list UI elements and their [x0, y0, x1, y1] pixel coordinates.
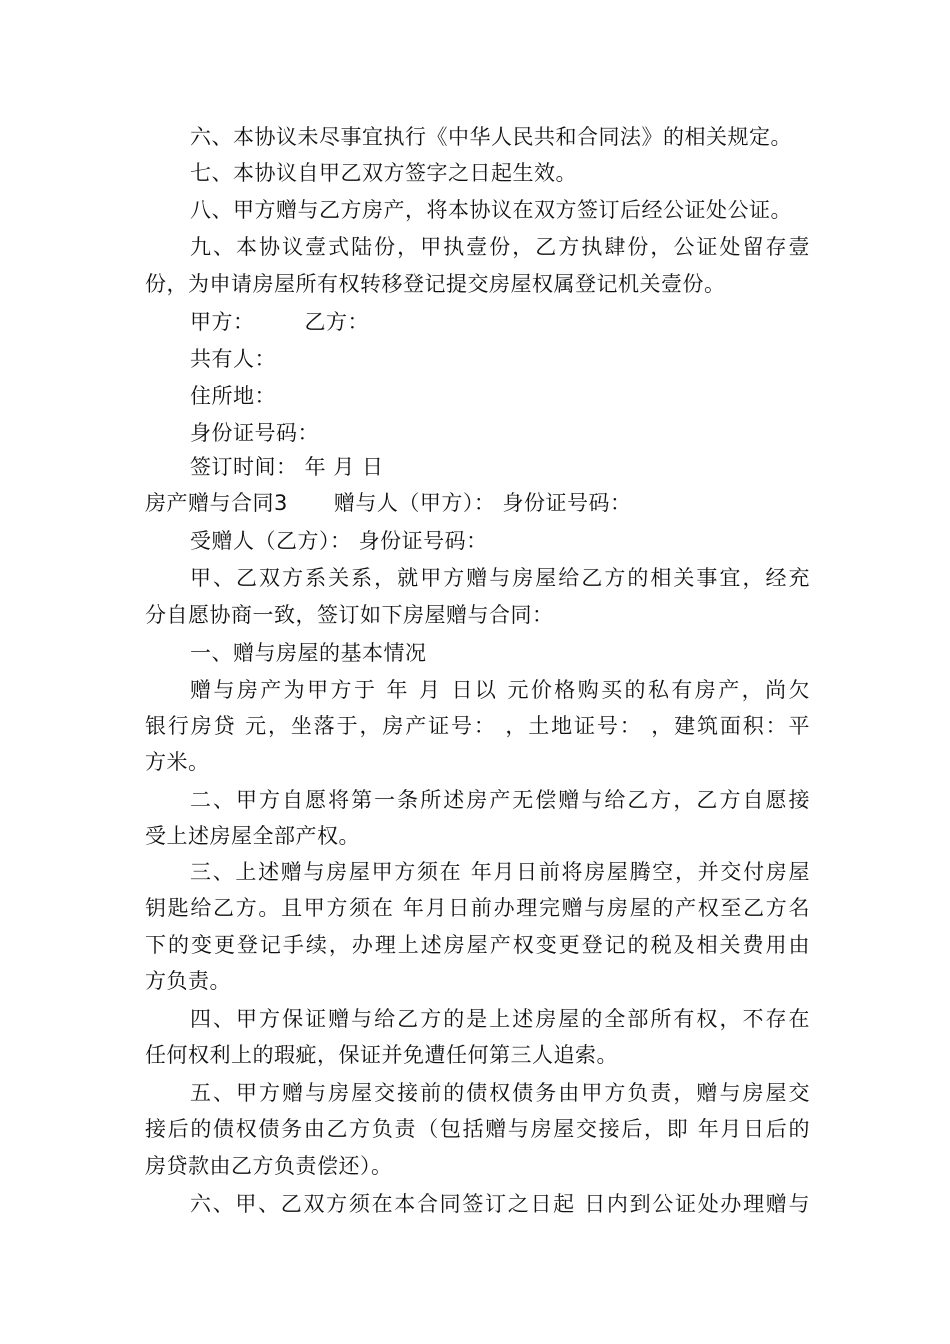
- clause-9-line-2: 份，为申请房屋所有权转移登记提交房屋权属登记机关壹份。: [145, 272, 726, 296]
- id-number-label: 身份证号码：: [190, 421, 319, 445]
- signature-party-row: [190, 309, 810, 335]
- section-3-line-3: 下的变更登记手续，办理上述房屋产权变更登记的税及相关费用由: [145, 933, 810, 957]
- section-1-line-3: 方米。: [145, 750, 210, 774]
- section-5-line-2: 接后的债权债务由乙方负责（包括赠与房屋交接后，即 年月日后的: [145, 1117, 810, 1141]
- section-5-line-3: 房贷款由乙方负责偿还）。: [145, 1154, 393, 1178]
- section-3-line-2: 钥匙给乙方。且甲方须在 年月日前办理完赠与房屋的产权至乙方名: [145, 896, 810, 920]
- residence-label: 住所地：: [190, 384, 276, 408]
- contract-3-title: 房产赠与合同3: [145, 491, 288, 515]
- section-5-line-1: 五、甲方赠与房屋交接前的债权债务由甲方负责，赠与房屋交: [190, 1081, 810, 1105]
- party-b-label: 乙方：: [304, 310, 369, 334]
- section-1-line-1: 赠与房产为甲方于 年 月 日以 元价格购买的私有房产，尚欠: [190, 678, 810, 702]
- signing-date-label: 签订时间： 年 月 日: [190, 455, 384, 479]
- clause-7-text: 七、本协议自甲乙双方签字之日起生效。: [190, 161, 577, 185]
- section-4-line-2: 任何权利上的瑕疵，保证并免遭任何第三人追索。: [145, 1043, 618, 1067]
- section-1-line-2: 银行房贷 元，坐落于，房产证号： ，土地证号： ，建筑面积：平: [145, 714, 810, 738]
- donee-label: 受赠人（乙方）： 身份证号码：: [190, 529, 488, 553]
- section-2-line-1: 二、甲方自愿将第一条所述房产无偿赠与给乙方，乙方自愿接: [190, 788, 810, 812]
- donor-label: 赠与人（甲方）： 身份证号码：: [333, 491, 632, 515]
- co-owner-label: 共有人：: [190, 347, 276, 371]
- preamble-line-2: 分自愿协商一致，签订如下房屋赠与合同：: [145, 603, 554, 627]
- section-2-line-2: 受上述房屋全部产权。: [145, 824, 360, 848]
- section-6-line-1: 六、甲、乙双方须在本合同签订之日起 日内到公证处办理赠与: [190, 1192, 810, 1216]
- section-4-line-1: 四、甲方保证赠与给乙方的是上述房屋的全部所有权，不存在: [190, 1007, 810, 1031]
- clause-9-line-1: 九、本协议壹式陆份，甲执壹份，乙方执肆份，公证处留存壹: [190, 235, 810, 259]
- contract-3-heading-row: [145, 490, 810, 516]
- section-3-line-4: 方负责。: [145, 969, 231, 993]
- clause-6-text: 六、本协议未尽事宜执行《中华人民共和合同法》的相关规定。: [190, 125, 792, 149]
- preamble-line-1: 甲、乙双方系关系，就甲方赠与房屋给乙方的相关事宜，经充: [190, 566, 810, 590]
- section-1-heading: 一、赠与房屋的基本情况: [190, 641, 427, 665]
- clause-8-text: 八、甲方赠与乙方房产，将本协议在双方签订后经公证处公证。: [190, 198, 792, 222]
- party-a-label: 甲方：: [190, 310, 255, 334]
- section-3-line-1: 三、上述赠与房屋甲方须在 年月日前将房屋腾空，并交付房屋: [190, 860, 810, 884]
